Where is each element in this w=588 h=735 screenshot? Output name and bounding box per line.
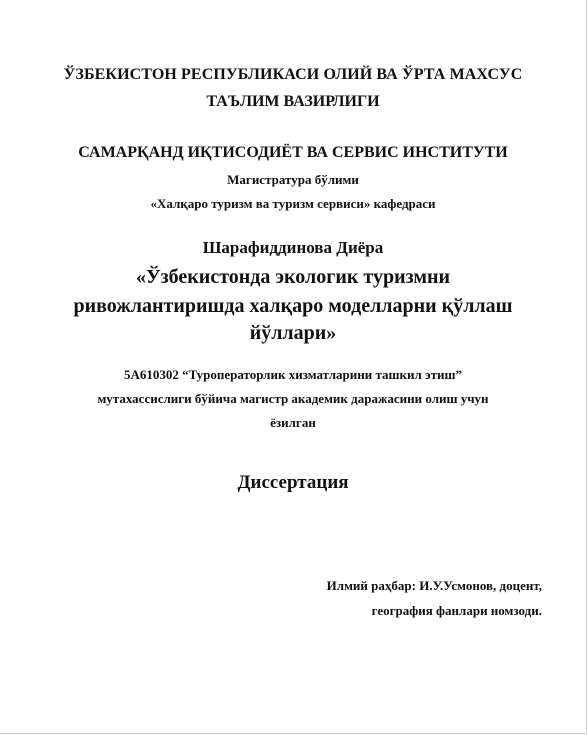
specialty-line1: 5A610302 “Туроператорлик хизматларини ташкил этиш” (124, 367, 462, 382)
supervisor-line2: география фанлари номзоди. (371, 603, 542, 618)
ministry-name-line2: ТАЪЛИМ ВАЗИРЛИГИ (206, 93, 380, 110)
specialty-line2: мутахассислиги бўйича магистр академик даражасини олиш учун (97, 391, 489, 406)
author-name: Шарафиддинова Диёра (202, 238, 384, 257)
thesis-title-line3: йўллари» (249, 322, 337, 344)
specialty-line3: ёзилган (270, 415, 316, 430)
document-type: Диссертация (237, 472, 349, 493)
department-line2: «Халқаро туризм ва туризм сервиси» кафедраси (150, 196, 436, 211)
department-line1: Магистратура бўлими (227, 172, 359, 187)
ministry-name-line1: ЎЗБЕКИСТОН РЕСПУБЛИКАСИ ОЛИЙ ВА ЎРТА МАХСУС (63, 66, 523, 83)
supervisor-line1: Илмий раҳбар: И.У.Усмонов, доцент, (326, 578, 542, 593)
thesis-title-line2: ривожлантиришда халқаро моделларни қўллаш (73, 295, 513, 317)
institute-name: САМАРҚАНД ИҚТИСОДИЁТ ВА СЕРВИС ИНСТИТУТИ (78, 144, 508, 161)
thesis-title-line1: «Ўзбекистонда экологик туризмни (135, 266, 451, 288)
